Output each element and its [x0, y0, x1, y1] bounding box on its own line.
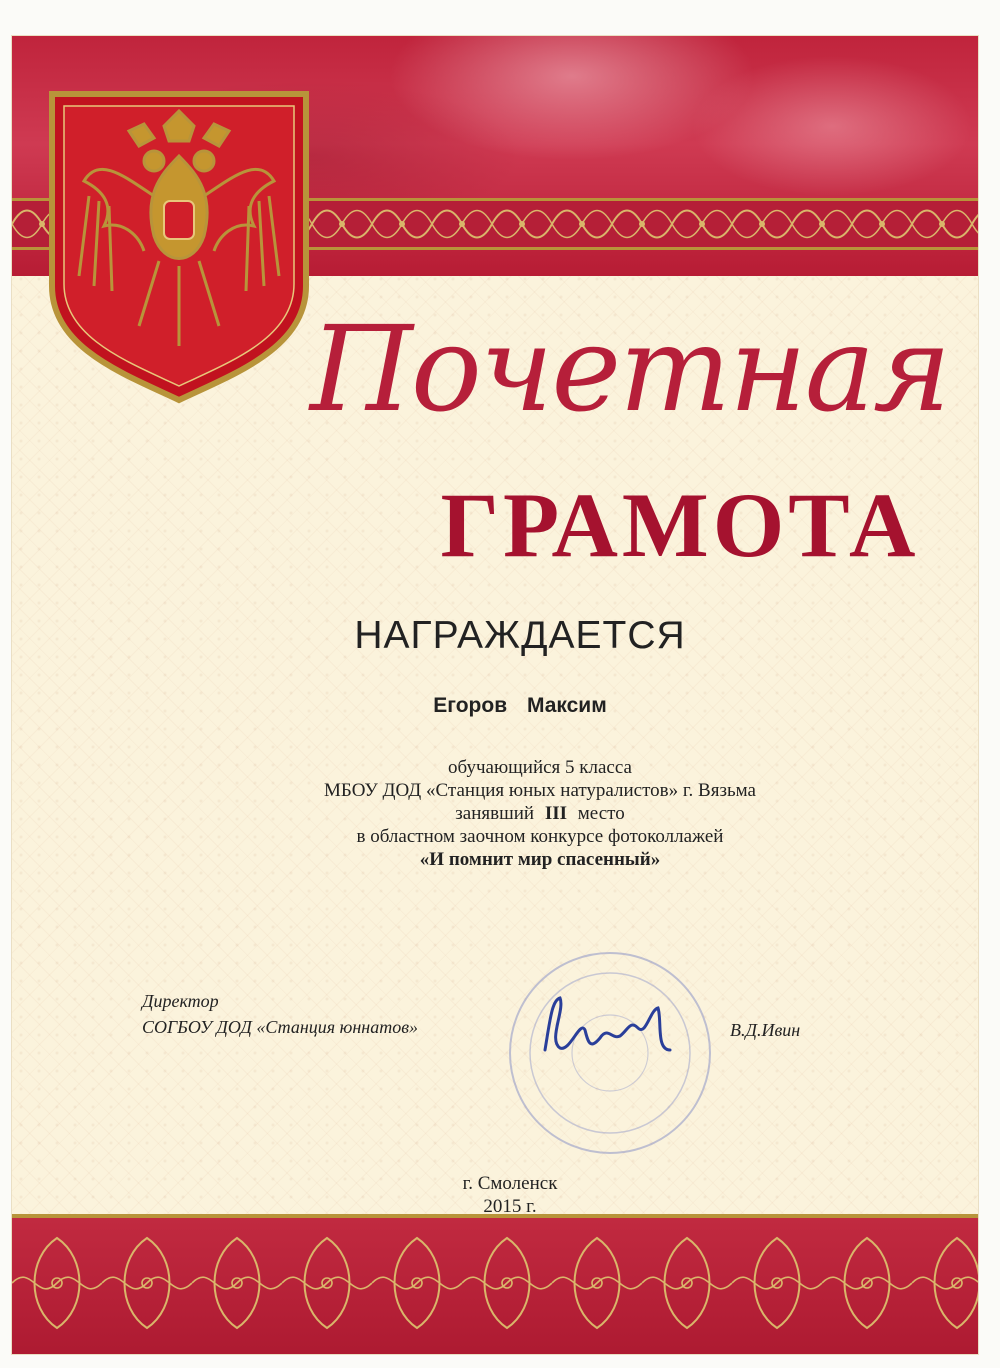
director-block [142, 988, 418, 1040]
description-line-place [200, 802, 880, 825]
place-prefix: занявший [455, 803, 535, 824]
recipient-given-name: Максим [526, 694, 607, 717]
description-line-grade: обучающийся 5 класса [448, 757, 632, 778]
place-number: III [544, 803, 568, 824]
director-position: Директор [142, 991, 219, 1011]
title-script: Почетная [310, 300, 950, 438]
director-organization: СОГБОУ ДОД «Станция юннатов» [142, 1017, 419, 1037]
title-caps: ГРАМОТА [440, 474, 920, 576]
description-line-school: МБОУ ДОД «Станция юных натуралистов» г. Вязьма [324, 780, 756, 801]
recipient-name [300, 694, 740, 718]
handwritten-signature-icon [530, 990, 690, 1070]
description-line-contest: в областном заочном конкурсе фотоколлажей [356, 826, 724, 847]
award-description [200, 756, 880, 871]
awarded-heading: НАГРАЖДАЕТСЯ [354, 614, 686, 657]
recipient-surname: Егоров [433, 694, 508, 717]
coat-of-arms-icon [44, 86, 314, 406]
issue-city: г. Смоленск [462, 1173, 558, 1194]
issue-place [400, 1172, 620, 1218]
issue-year: 2015 г. [483, 1196, 537, 1217]
director-name: В.Д.Ивин [730, 1020, 801, 1040]
bottom-ornament-border [12, 1214, 978, 1354]
contest-title: «И помнит мир спасенный» [419, 849, 661, 870]
place-suffix: место [577, 803, 625, 824]
